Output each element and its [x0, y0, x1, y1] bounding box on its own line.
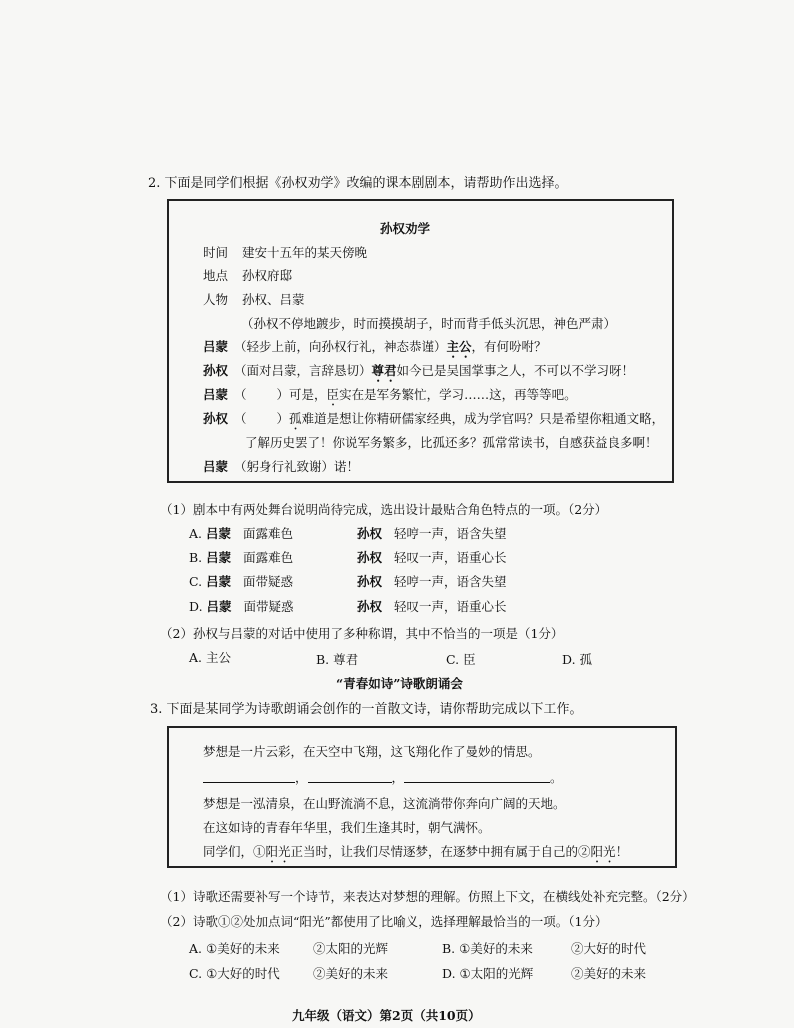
answer-blank-1[interactable] — [203, 770, 295, 783]
time-row — [203, 243, 367, 261]
option-text: 面带疑惑 — [243, 599, 294, 614]
place-label: 地点 — [203, 268, 229, 283]
poem-text: 正当时，让我们尽情逐梦，在逐梦中拥有属于自己的② — [290, 844, 591, 859]
people-label: 人物 — [203, 292, 229, 307]
q2-sub1-option-c-right — [357, 572, 506, 590]
time-value: 建安十五年的某天傍晚 — [242, 245, 368, 260]
q2-sub2-option-d: D. 孤 — [562, 652, 593, 667]
paren-close: ）可是， — [276, 387, 327, 402]
q3-sub2: （2）诗歌①②处加点词“阳光”都使用了比喻义，选择理解最恰当的一项。（1分） — [160, 914, 608, 929]
option-speaker: 孙权 — [357, 599, 383, 614]
script-box — [167, 199, 674, 483]
q3-option-d — [442, 964, 533, 982]
q2-sub2-option-b: B. 尊君 — [316, 652, 359, 667]
dotted-word: 主公 — [446, 339, 472, 354]
paren-open: （ — [234, 387, 247, 402]
dialogue-line-2 — [203, 361, 634, 385]
stage-action: （面对吕蒙，言辞恳切） — [234, 363, 372, 378]
q2-sub1-option-d-right — [357, 597, 506, 615]
speaker: 吕蒙 — [203, 339, 229, 354]
speech: 如今已是吴国掌事之人，不可以不学习呀！ — [396, 363, 635, 378]
option-label: D. — [189, 599, 203, 614]
option-text: ①美好的未来 — [206, 941, 280, 956]
dotted-word: 尊君 — [371, 363, 397, 378]
speaker: 吕蒙 — [203, 459, 229, 474]
q2-sub2-option-c: C. 臣 — [446, 652, 476, 667]
option-text: 面带疑惑 — [243, 574, 294, 589]
poem-text: 同学们，① — [203, 844, 266, 859]
stage-action: （躬身行礼致谢） — [234, 459, 335, 474]
dialogue-line-1 — [203, 337, 547, 361]
poem-line-1: 梦想是一片云彩，在天空中飞翔，这飞翔化作了曼妙的情思。 — [203, 744, 541, 759]
q2-heading: 2. 下面是同学们根据《孙权劝学》改编的课本剧剧本，请帮助作出选择。 — [148, 176, 568, 191]
dotted-word: 阳光 — [265, 844, 291, 859]
q3-heading: 3. 下面是某同学为诗歌朗诵会创作的一首散文诗，请你帮助完成以下工作。 — [150, 702, 583, 717]
option-label: B. — [189, 550, 203, 565]
poem-blank-line — [203, 768, 563, 786]
page-footer: 九年级（语文）第2页（共10页） — [292, 1008, 481, 1023]
poem-line-3: 梦想是一泓清泉，在山野流淌不息，这流淌带你奔向广阔的天地。 — [203, 796, 566, 811]
comma: ， — [295, 770, 308, 785]
q2-sub1-option-a-right — [357, 524, 506, 542]
option-label: D. — [442, 966, 456, 981]
option-speaker: 吕蒙 — [206, 526, 232, 541]
q3-option-b-two: ②大好的时代 — [571, 941, 647, 956]
place-value: 孙权府邸 — [242, 268, 293, 283]
answer-blank-2[interactable] — [308, 770, 392, 783]
people-row — [203, 290, 305, 308]
q3-option-b — [442, 939, 533, 957]
q2-sub1: （1）剧本中有两处舞台说明尚待完成，选出设计最贴合角色特点的一项。（2分） — [160, 502, 608, 517]
q3-option-d-two: ②美好的未来 — [571, 966, 647, 981]
q3-option-a-two: ②太阳的光辉 — [313, 941, 389, 956]
dialogue-line-5 — [203, 457, 359, 475]
dotted-word: 孤 — [289, 411, 302, 426]
option-speaker: 吕蒙 — [206, 550, 232, 565]
option-label: C. — [189, 966, 203, 981]
option-text: 轻叹一声，语重心长 — [393, 550, 507, 565]
poem-line-4: 在这如诗的青春年华里，我们生逢其时，朝气满怀。 — [203, 820, 491, 835]
stage-action: （轻步上前，向孙权行礼，神态恭谨） — [234, 339, 447, 354]
option-text: 轻叹一声，语重心长 — [393, 599, 507, 614]
q2-sub1-option-d — [189, 597, 294, 615]
script-title: 孙权劝学 — [380, 221, 431, 236]
people-value: 孙权、吕蒙 — [242, 292, 305, 307]
speech: 实在是军务繁忙，学习……这，再等等吧。 — [339, 387, 577, 402]
period: 。 — [550, 770, 563, 785]
dotted-word: 阳光 — [590, 844, 616, 859]
option-speaker: 吕蒙 — [206, 574, 232, 589]
q2-sub1-option-a — [189, 524, 293, 542]
q2-sub2: （2）孙权与吕蒙的对话中使用了多种称谓，其中不恰当的一项是（1分） — [160, 626, 564, 641]
speaker: 孙权 — [203, 411, 229, 426]
comma: ， — [391, 770, 405, 785]
place-row — [203, 266, 292, 284]
option-label: A. — [189, 941, 203, 956]
q3-sub1: （1）诗歌还需要补写一个诗节，来表达对梦想的理解。仿照上下文，在横线处补充完整。（2分） — [160, 889, 695, 904]
q3-option-a — [189, 939, 280, 957]
stage-direction: （孙权不停地踱步，时而摸摸胡子，时而背手低头沉思，神色严肃） — [241, 316, 617, 331]
poem-text: ！ — [615, 844, 629, 859]
option-label: C. — [189, 574, 203, 589]
section-title: “青春如诗”诗歌朗诵会 — [336, 676, 463, 691]
dialogue-line-4-cont: 了解历史罢了！你说军务繁多，比孤还多？孤常常读书，自感获益良多啊！ — [245, 435, 658, 450]
poem-box — [167, 726, 677, 868]
speaker: 吕蒙 — [203, 387, 229, 402]
q2-sub1-option-c — [189, 572, 293, 590]
option-label: B. — [442, 941, 456, 956]
time-label: 时间 — [203, 245, 229, 260]
paren-close: ） — [276, 411, 290, 426]
q2-sub1-option-b — [189, 548, 293, 566]
option-text: ①大好的时代 — [206, 966, 280, 981]
speech: ，有何吩咐？ — [471, 339, 547, 354]
option-text: ①太阳的光辉 — [459, 966, 534, 981]
q2-sub1-option-b-right — [357, 548, 506, 566]
option-speaker: 孙权 — [357, 574, 383, 589]
q3-option-c — [189, 964, 280, 982]
poem-line-5 — [203, 842, 628, 866]
speech: 诺！ — [334, 459, 360, 474]
paren-open: （ — [234, 411, 247, 426]
dialogue-line-3 — [203, 385, 577, 409]
option-text: 轻哼一声，语含失望 — [393, 526, 507, 541]
q2-sub2-option-a: A. 主公 — [189, 650, 231, 665]
option-text: 面露难色 — [242, 526, 293, 541]
speech: 难道是想让你精研儒家经典，成为学官吗？只是希望你粗通文略， — [301, 411, 665, 426]
dotted-word: 臣 — [326, 387, 340, 402]
speaker: 孙权 — [203, 363, 229, 378]
option-speaker: 吕蒙 — [206, 599, 232, 614]
option-text: ①美好的未来 — [459, 941, 533, 956]
dialogue-line-4 — [203, 409, 664, 433]
option-text: 轻哼一声，语含失望 — [393, 574, 507, 589]
option-speaker: 孙权 — [357, 526, 383, 541]
option-speaker: 孙权 — [357, 550, 383, 565]
q3-option-c-two: ②美好的未来 — [313, 966, 389, 981]
option-text: 面露难色 — [243, 550, 294, 565]
answer-blank-3[interactable] — [404, 770, 550, 783]
option-label: A. — [189, 526, 203, 541]
